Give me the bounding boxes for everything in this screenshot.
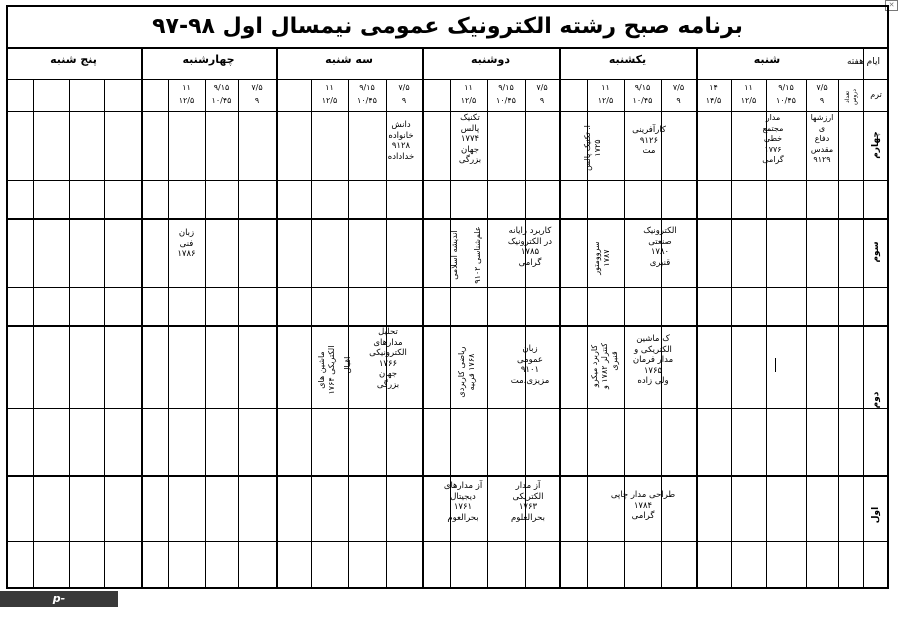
time-slot-bottom: ۱۲/۵ xyxy=(321,96,338,105)
time-slot-top: ۷/۵ xyxy=(536,83,548,92)
term-second: دوم xyxy=(871,391,881,409)
time-slot-bottom: ۹ xyxy=(539,96,545,105)
day-saturday: شنبه xyxy=(753,53,781,66)
course-cell: زبان فنی ۱۷۸۶ xyxy=(177,228,196,259)
course-cell: ریاضی کاربردی ۱۷۶۸ قربیه xyxy=(457,346,476,398)
course-cell: زبان عمومی ۹۱۰۱ مزیزی.مت xyxy=(510,344,550,386)
row-divider xyxy=(6,541,889,542)
course-cell: قنبری xyxy=(610,351,619,371)
time-slot-bottom: ۱۰/۴۵ xyxy=(496,96,516,105)
time-slot-top: ۱۱ xyxy=(744,83,753,92)
course-cell: ک ماشین الکتریکی و مدار فرمان ۱۷۶۵ ولی زاده xyxy=(632,334,674,386)
slot-divider xyxy=(33,79,34,589)
col-divider xyxy=(863,49,864,589)
slot-divider xyxy=(69,79,70,589)
row-divider xyxy=(6,180,889,181)
course-cell: اقبال xyxy=(343,356,352,374)
row-divider xyxy=(6,111,889,112)
time-slot-bottom: ۱۰/۴۵ xyxy=(632,96,653,105)
course-cell: الکترونیک صنعتی ۱۷۸۰ قنبری xyxy=(643,226,677,268)
course-cell: آز مدار الکتریکی ۱۷۶۳ بحرالعلوم xyxy=(510,481,546,523)
slot-divider xyxy=(205,79,206,589)
time-slot-bottom: ۹ xyxy=(401,96,407,105)
row-divider xyxy=(6,287,889,288)
time-slot-top: ۹/۱۵ xyxy=(634,83,651,92)
col-divider xyxy=(276,49,278,589)
term-label: ترم xyxy=(870,90,882,99)
time-slot-top: ۷/۵ xyxy=(672,83,685,92)
text-cursor xyxy=(775,358,776,372)
week-days-label: ایام هفته xyxy=(846,57,881,67)
course-cell: ماشین های الکتریکی ۱۷۶۴ xyxy=(317,345,336,395)
course-cell: اندیشه اسلامی xyxy=(450,230,459,280)
term-third: سوم xyxy=(871,241,881,263)
time-slot-top: ۱۱ xyxy=(325,83,334,92)
col-divider xyxy=(141,49,143,589)
time-slot-bottom: ۹ xyxy=(819,96,825,105)
course-cell: ا. تکنیک پالس ۱۷۲۵ xyxy=(583,125,602,171)
slot-divider xyxy=(238,79,239,589)
time-slot-bottom: ۱۲/۵ xyxy=(178,96,195,105)
day-monday: دوشنبه xyxy=(471,53,510,66)
course-cell: مدار مجتمع خطی ۱۷۷۶ گرامی xyxy=(762,113,784,164)
day-sunday: یکشنبه xyxy=(608,53,647,66)
col-divider xyxy=(838,79,839,589)
course-cell: علم‌شناسی ۹۱۰۲ xyxy=(473,226,482,284)
term-first: اول xyxy=(871,506,881,524)
course-cell: آز مدارهای دیجیتال ۱۷۶۱ بحرالعوم xyxy=(443,481,483,523)
time-slot-top: ۹/۱۵ xyxy=(498,83,514,92)
time-slot-top: ۷/۵ xyxy=(398,83,410,92)
slot-divider xyxy=(168,79,169,589)
slot-divider xyxy=(731,79,732,589)
row-divider xyxy=(6,475,889,477)
time-slot-top: ۱۱ xyxy=(464,83,473,92)
course-cell: کارآفرینی ۹۱۲۶ مت xyxy=(632,125,666,156)
course-cell: تحلیل مدارهای الکترونیکی ۱۷۶۶ جهان بزرگی xyxy=(369,327,407,390)
time-slot-bottom: ۱۰/۴۵ xyxy=(211,96,232,105)
day-thursday: پنج شنبه xyxy=(50,53,97,66)
day-wednesday: چهارشنبه xyxy=(182,53,235,66)
close-icon[interactable]: ✕ xyxy=(885,0,898,11)
col-divider xyxy=(559,49,561,589)
slot-divider xyxy=(348,79,349,589)
course-cell: سروومتور ۱۷۸۷ xyxy=(592,241,611,275)
page-title: برنامه صبح رشته الکترونیک عمومی نیمسال اول ۹۸-۹۷ xyxy=(6,5,889,49)
col-divider xyxy=(696,49,698,589)
time-slot-bottom: ۱۰/۴۵ xyxy=(357,96,377,105)
time-slot-bottom: ۱۴/۵ xyxy=(705,96,722,105)
time-slot-top: ۹/۱۵ xyxy=(359,83,375,92)
row-divider xyxy=(6,408,889,409)
time-slot-top: ۹/۱۵ xyxy=(213,83,230,92)
day-tuesday: سه شنبه xyxy=(325,53,373,66)
time-slot-top: ۹/۱۵ xyxy=(778,83,794,92)
course-cell: ارزشها ی دفاع مقدس ۹۱۲۹ xyxy=(810,113,834,164)
course-cell: تکنیک پالس ۱۷۷۴ جهان بزرگی xyxy=(458,113,482,165)
row-divider xyxy=(6,325,889,327)
time-slot-top: ۱۱ xyxy=(182,83,191,92)
time-slot-bottom: ۱۰/۴۵ xyxy=(776,96,796,105)
slot-divider xyxy=(104,79,105,589)
course-cell: دانش خانواده ۹۱۲۸ خداداده xyxy=(387,120,415,162)
time-slot-top: ۱۱ xyxy=(601,83,610,92)
term-fourth: چهارم xyxy=(871,131,881,159)
time-slot-top: ۷/۵ xyxy=(816,83,828,92)
time-slot-bottom: ۱۲/۵ xyxy=(597,96,614,105)
row-divider xyxy=(6,79,889,80)
course-cell: طراحی مدار چاپی ۱۷۸۴ گرامی xyxy=(610,490,676,521)
watermark: p-estahban.nus.ac.ir xyxy=(1,592,117,621)
time-slot-bottom: ۹ xyxy=(254,96,260,105)
time-slot-bottom: ۹ xyxy=(676,96,681,105)
course-cell: کاربرد رایانه در الکترونیک ۱۷۸۵ گرامی xyxy=(507,226,553,268)
time-slot-top: ۱۴ xyxy=(709,83,718,92)
row-divider xyxy=(6,218,889,220)
time-slot-bottom: ۱۲/۵ xyxy=(740,96,757,105)
slot-divider xyxy=(311,79,312,589)
subject-count-label: تعداد دروس xyxy=(844,89,858,105)
time-slot-bottom: ۱۲/۵ xyxy=(460,96,477,105)
course-cell: کاربرد میکرو کنترلر ۱۷۸۲ و xyxy=(590,342,609,390)
time-slot-top: ۷/۵ xyxy=(251,83,263,92)
